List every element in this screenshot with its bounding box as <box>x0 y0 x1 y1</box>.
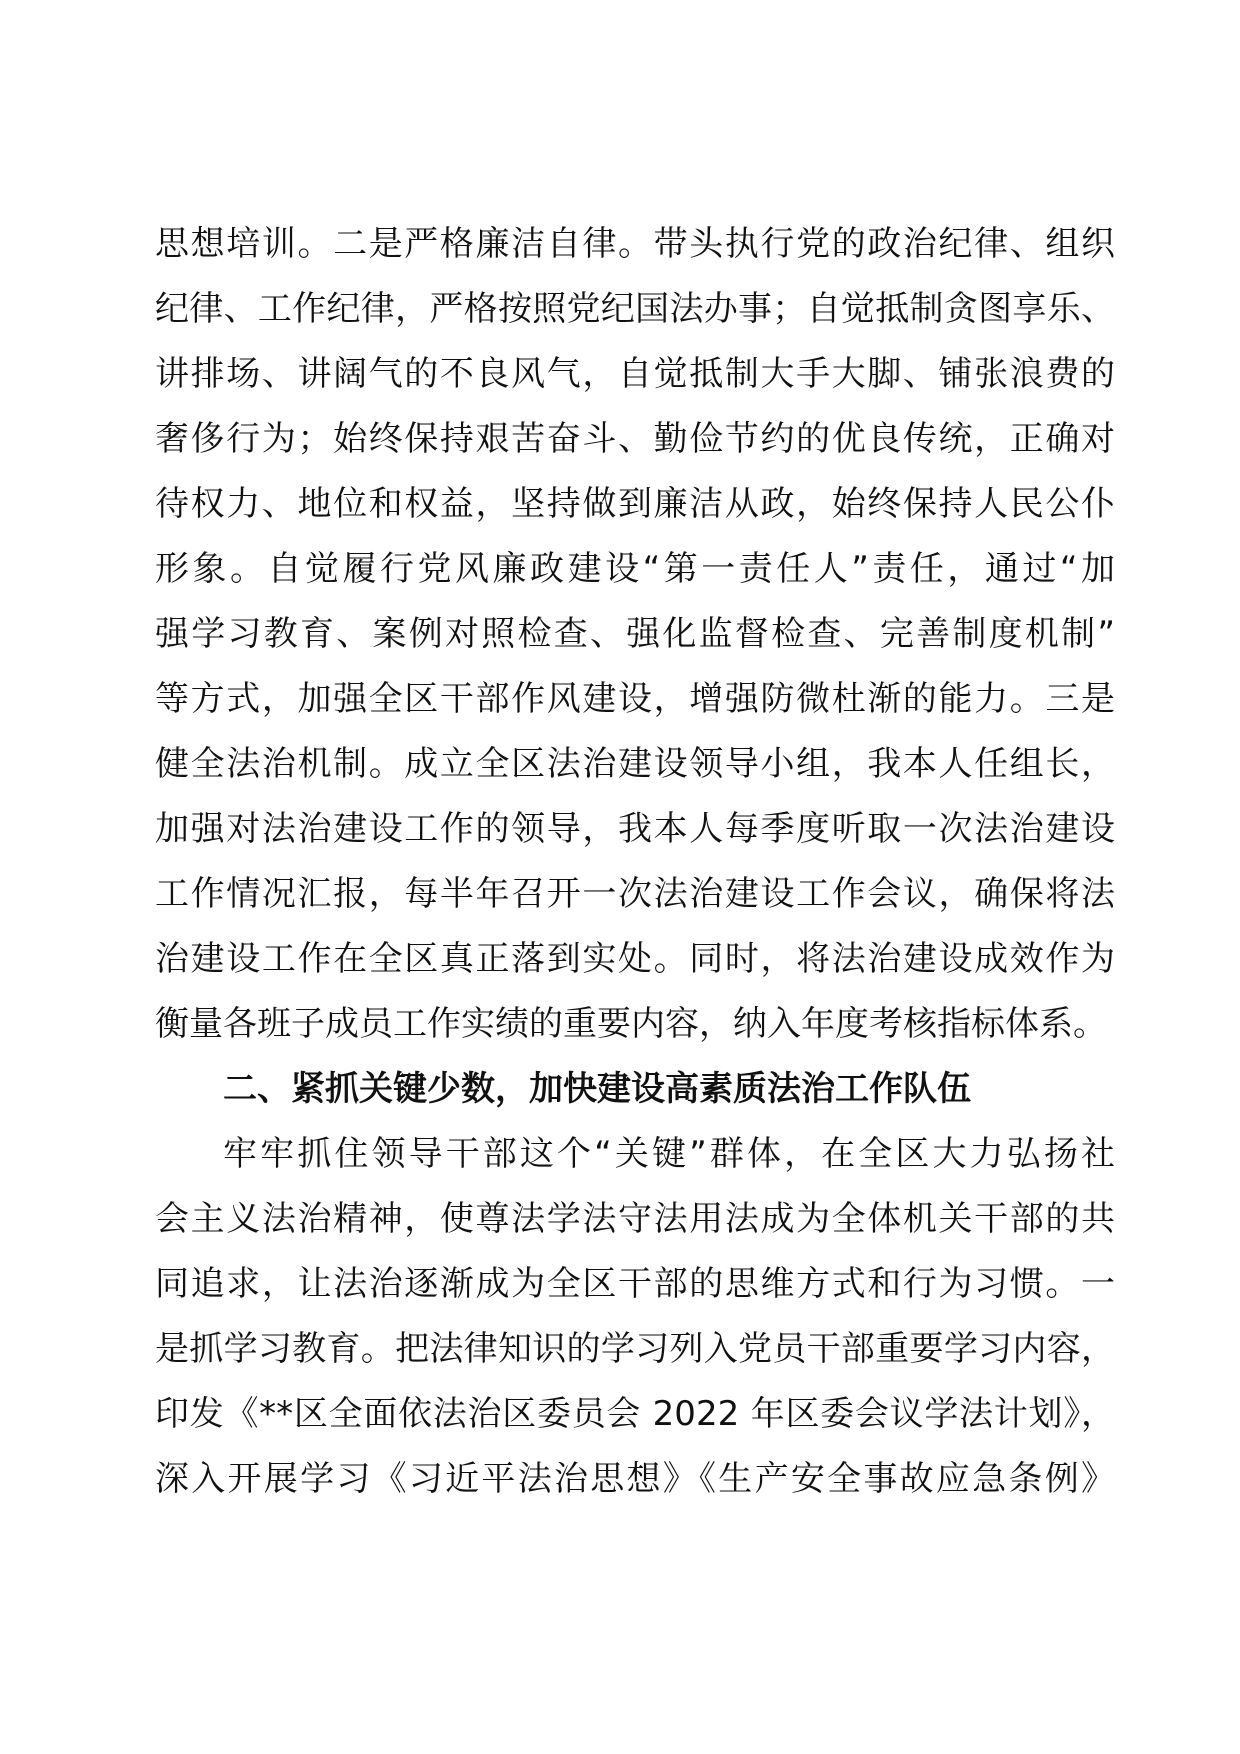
document-body <box>155 212 1115 1512</box>
paragraph-line: 深入开展学习《习近平法治思想》《生产安全事故应急条例》 <box>155 1459 1115 1499</box>
paragraph-line: 思想培训。二是严格廉洁自律。带头执行党的政治纪律、组织 <box>155 224 1115 264</box>
paragraph-line: 衡量各班子成员工作实绩的重要内容，纳入年度考核指标体系。 <box>155 1004 1107 1044</box>
paragraph-line: 等方式，加强全区干部作风建设，增强防微杜渐的能力。三是 <box>155 679 1115 719</box>
paragraph-line: 加强对法治建设工作的领导，我本人每季度听取一次法治建设 <box>155 809 1115 849</box>
paragraph-line: 是抓学习教育。把法律知识的学习列入党员干部重要学习内容， <box>155 1329 1115 1369</box>
paragraph-line: 形象。自觉履行党风廉政建设“第一责任人”责任，通过“加 <box>155 549 1115 589</box>
paragraph-line: 会主义法治精神，使尊法学法守法用法成为全体机关干部的共 <box>155 1199 1115 1239</box>
paragraph-line: 讲排场、讲阔气的不良风气，自觉抵制大手大脚、铺张浪费的 <box>155 354 1115 394</box>
paragraph-line: 同追求，让法治逐渐成为全区干部的思维方式和行为习惯。一 <box>155 1264 1115 1304</box>
paragraph-line: 牢牢抓住领导干部这个“关键”群体，在全区大力弘扬社 <box>223 1134 1115 1174</box>
paragraph-line: 工作情况汇报，每半年召开一次法治建设工作会议，确保将法 <box>155 874 1115 914</box>
paragraph-line: 纪律、工作纪律，严格按照党纪国法办事；自觉抵制贪图享乐、 <box>155 289 1115 329</box>
paragraph-line: 健全法治机制。成立全区法治建设领导小组，我本人任组长， <box>155 744 1115 784</box>
paragraph-line: 印发《**区全面依法治区委员会 2022 年区委会议学法计划》， <box>155 1394 1115 1434</box>
paragraph-line: 治建设工作在全区真正落到实处。同时，将法治建设成效作为 <box>155 939 1115 979</box>
paragraph-line: 待权力、地位和权益，坚持做到廉洁从政，始终保持人民公仆 <box>155 484 1115 524</box>
paragraph-line: 强学习教育、案例对照检查、强化监督检查、完善制度机制” <box>155 614 1115 654</box>
paragraph-line: 奢侈行为；始终保持艰苦奋斗、勤俭节约的优良传统，正确对 <box>155 419 1115 459</box>
section-heading: 二、紧抓关键少数，加快建设高素质法治工作队伍 <box>223 1069 971 1109</box>
